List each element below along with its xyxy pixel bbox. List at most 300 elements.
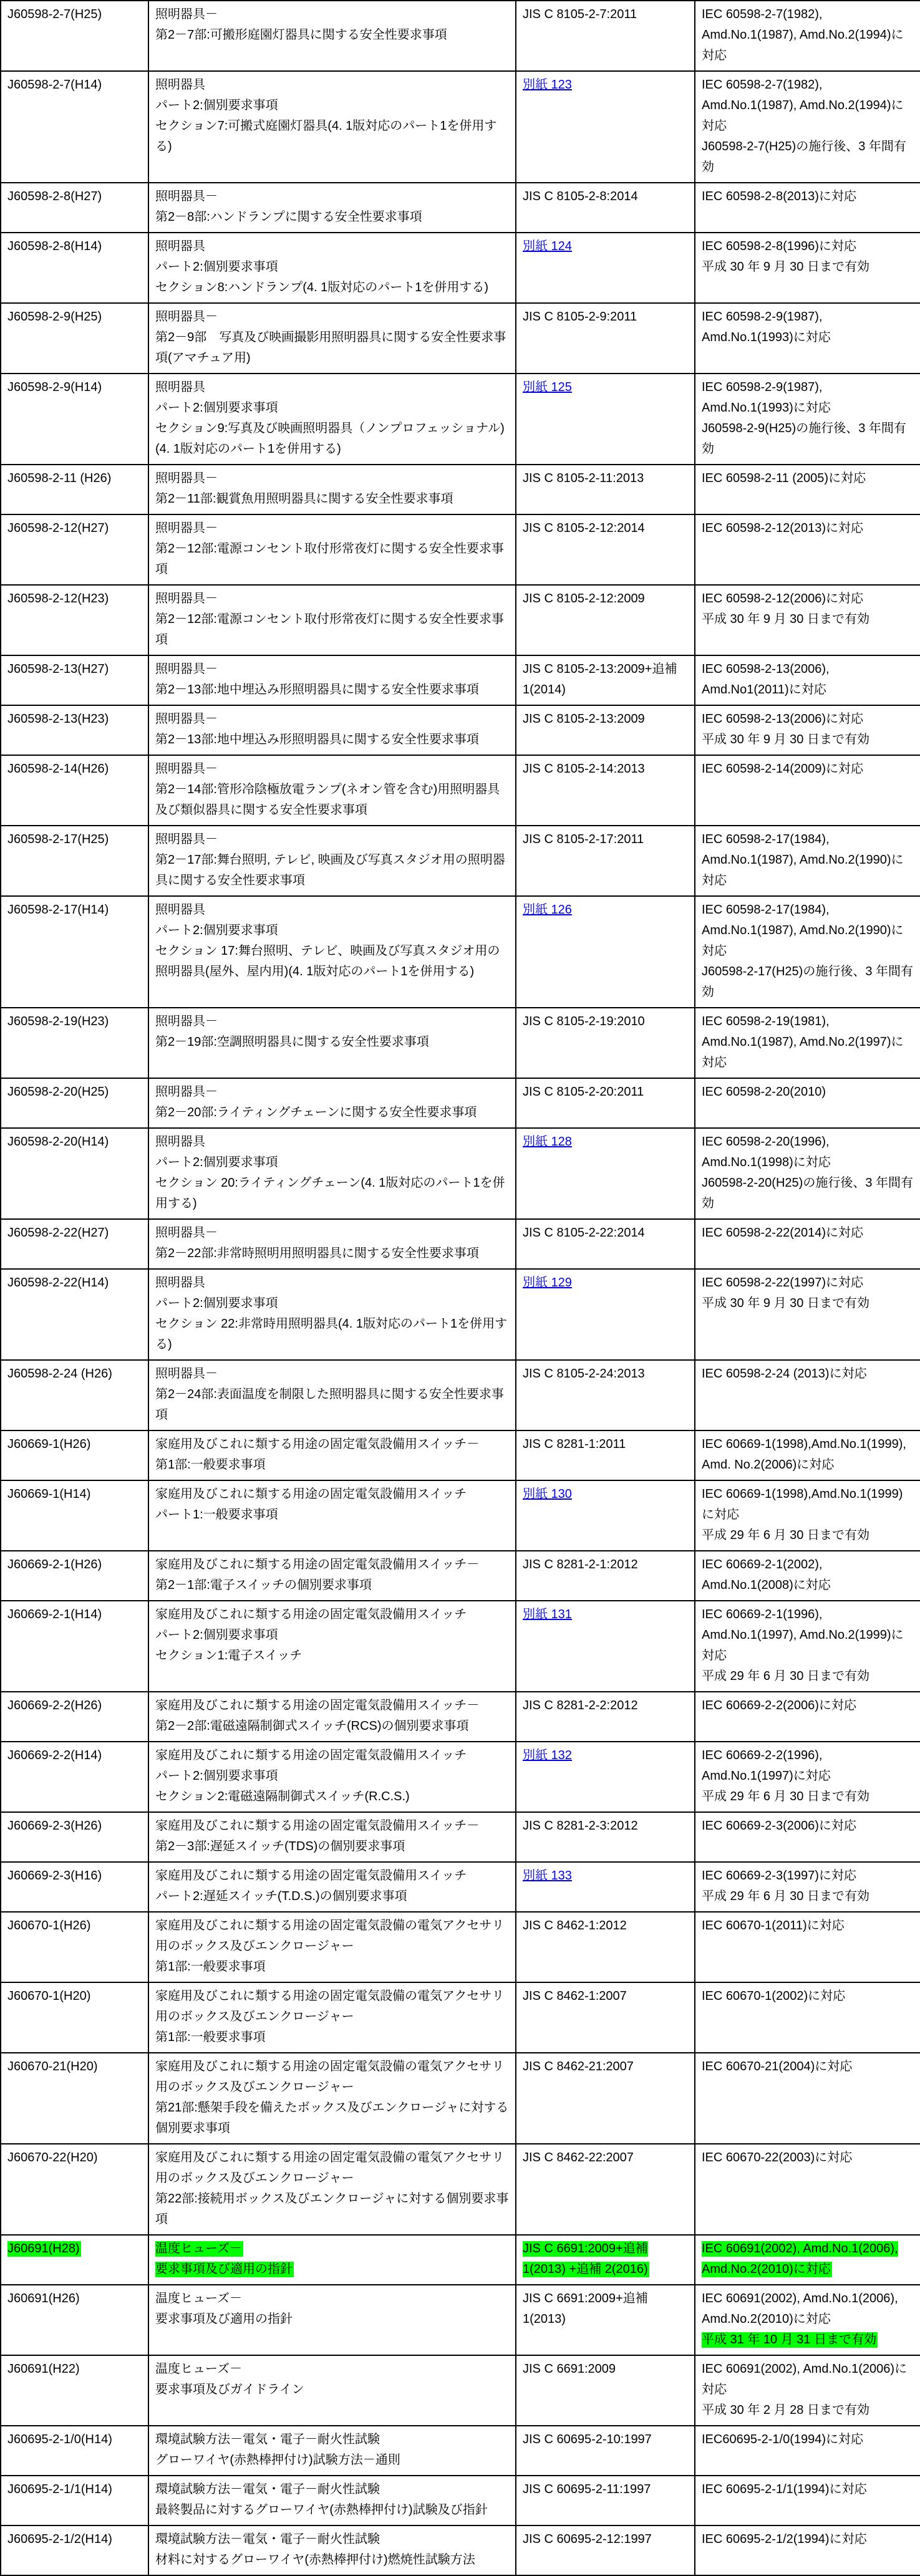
title-line	[155, 277, 509, 298]
iec-text: J60598-2-7(H25)の施行後、3 年間有効	[702, 140, 906, 174]
iec-line	[702, 1364, 914, 1384]
jis-cell	[516, 896, 695, 1008]
table-row-J60598-2-7(H25)	[1, 1, 920, 71]
standard-code: J60669-2-2(H26)	[7, 1699, 102, 1712]
title-line	[155, 1575, 509, 1596]
title-line	[155, 779, 509, 821]
title-text: セクション7:可搬式庭園灯器具(4. 1版対応のパート1を併用する)	[155, 119, 497, 153]
iec-text: IEC 60670-1(2002)に対応	[702, 1989, 846, 2003]
title-text: 照明器具－	[155, 7, 218, 21]
iec-text: IEC 60598-2-24 (2013)に対応	[702, 1367, 867, 1381]
table-row-J60670-1(H20)	[1, 1982, 920, 2053]
code-cell	[1, 1128, 148, 1219]
iec-cell	[695, 2235, 920, 2285]
jis-cell	[516, 2235, 695, 2285]
title-line	[155, 186, 509, 207]
iec-text: IEC 60670-21(2004)に対応	[702, 2060, 853, 2073]
iec-text: 平成 29 年 6 月 30 日まで有効	[702, 1528, 869, 1542]
jis-cell	[516, 465, 695, 514]
title-text	[155, 2241, 243, 2257]
title-line	[155, 75, 509, 95]
title-cell	[148, 1742, 516, 1812]
title-text: 家庭用及びこれに類する用途の固定電気設備用スイッチ	[155, 1749, 467, 1762]
iec-line	[702, 1555, 914, 1596]
title-cell	[148, 303, 516, 374]
title-text: 家庭用及びこれに類する用途の固定電気設備の電気アクセサリ用のボックス及びエンクロージャー	[155, 1989, 505, 2024]
title-line	[155, 1082, 509, 1102]
highlight: 要求事項及び適用の指針	[155, 2262, 293, 2276]
iec-text: IEC 60669-2-3(1997)に対応	[702, 1869, 856, 1883]
standard-code: J60598-2-12(H27)	[7, 521, 109, 535]
title-text: 第22部:接続用ボックス及びエンクロージャに対する個別要求事項	[155, 2192, 509, 2226]
iec-text: IEC 60598-2-22(1997)に対応	[702, 1276, 864, 1290]
title-text: セクション 22:非常時用照明器具(4. 1版対応のパート1を併用する)	[155, 1317, 508, 1351]
title-text: 第1部:一般要求事項	[155, 2030, 266, 2044]
code-cell	[1, 585, 148, 655]
title-text: セクション1:電子スイッチ	[155, 1649, 303, 1662]
iec-line	[702, 468, 914, 489]
standard-code: J60598-2-8(H14)	[7, 239, 102, 253]
title-text: 照明器具	[155, 239, 205, 253]
title-cell	[148, 1360, 516, 1430]
code-cell	[1, 826, 148, 896]
iec-line	[702, 759, 914, 779]
table-row-J60598-2-24 (H26)	[1, 1360, 920, 1430]
iec-line	[702, 75, 914, 137]
title-line	[155, 1102, 509, 1123]
jis-cell	[516, 1862, 695, 1912]
code-cell	[1, 465, 148, 514]
jis-number: JIS C 8105-2-8:2014	[523, 190, 638, 203]
iec-line	[702, 1916, 914, 1936]
title-cell	[148, 2476, 516, 2525]
standard-code: J60695-2-1/0(H14)	[7, 2433, 112, 2446]
iec-line	[702, 900, 914, 962]
iec-text: IEC 60598-2-12(2006)に対応	[702, 592, 864, 605]
title-cell	[148, 1812, 516, 1862]
title-line	[155, 377, 509, 398]
title-text: 家庭用及びこれに類する用途の固定電気設備用スイッチ－	[155, 1558, 480, 1571]
iec-cell	[695, 1128, 920, 1219]
code-cell	[1, 2355, 148, 2426]
iec-text: IEC 60598-2-19(1981), Amd.No.1(1987), Amd.No.2(1997)に対応	[702, 1015, 904, 1069]
title-cell	[148, 2355, 516, 2426]
title-text: パート2:個別要求事項	[155, 1155, 278, 1169]
iec-line	[702, 1082, 914, 1102]
standard-code: J60598-2-7(H14)	[7, 78, 102, 92]
table-row-J60598-2-13(H27)	[1, 655, 920, 705]
iec-cell	[695, 183, 920, 233]
title-line	[155, 589, 509, 609]
title-cell	[148, 374, 516, 465]
iec-cell	[695, 233, 920, 303]
jis-cell	[516, 1, 695, 71]
iec-text: IEC 60669-2-1(1996), Amd.No.1(1997), Amd.No.2(1999)に対応	[702, 1608, 904, 1662]
title-text: 温度ヒューズ－	[155, 2292, 242, 2305]
title-text: パート2:個別要求事項	[155, 924, 278, 937]
iec-line	[702, 829, 914, 891]
table-row-J60598-2-22(H14)	[1, 1269, 920, 1360]
jis-cell	[516, 303, 695, 374]
jis-number	[523, 2241, 649, 2277]
jis-cell	[516, 1812, 695, 1862]
title-line	[155, 95, 509, 116]
table-row-J60669-2-2(H14)	[1, 1742, 920, 1812]
title-text: 照明器具－	[155, 1015, 218, 1028]
iec-line	[702, 1696, 914, 1716]
title-text: 照明器具－	[155, 190, 218, 203]
title-line	[155, 2309, 509, 2330]
jis-cell	[516, 1078, 695, 1128]
iec-text: IEC 60669-2-2(1996), Amd.No.1(1997)に対応	[702, 1749, 831, 1783]
iec-text: IEC 60669-2-2(2006)に対応	[702, 1699, 856, 1712]
jis-cell	[516, 1008, 695, 1078]
iec-text: IEC 60669-2-3(2006)に対応	[702, 1819, 856, 1833]
standard-code: J60598-2-13(H23)	[7, 712, 109, 726]
iec-text: 平成 30 年 9 月 30 日まで有効	[702, 733, 869, 746]
iec-line	[702, 1293, 914, 1314]
title-line	[155, 2500, 509, 2521]
iec-line	[702, 1866, 914, 1886]
jis-cell	[516, 1128, 695, 1219]
title-text: 第2－7部:可搬形庭園灯器具に関する安全性要求事項	[155, 28, 447, 42]
title-text: 第2－8部:ハンドランプに関する安全性要求事項	[155, 210, 422, 224]
iec-cell	[695, 514, 920, 585]
title-line	[155, 1836, 509, 1857]
title-line	[155, 518, 509, 539]
title-line	[155, 1152, 509, 1173]
title-line	[155, 2057, 509, 2098]
title-cell	[148, 705, 516, 755]
code-cell	[1, 1862, 148, 1912]
iec-text: IEC 60598-2-8(1996)に対応	[702, 239, 856, 253]
table-row-J60598-2-17(H25)	[1, 826, 920, 896]
title-line	[155, 2479, 509, 2500]
jis-number: JIS C 60695-2-10:1997	[523, 2433, 652, 2446]
table-row-J60691(H22)	[1, 2355, 920, 2426]
title-line	[155, 900, 509, 920]
jis-cell	[516, 755, 695, 826]
title-text: 照明器具－	[155, 1367, 218, 1381]
table-row-J60598-2-20(H25)	[1, 1078, 920, 1128]
iec-cell	[695, 1692, 920, 1742]
jis-cell	[516, 183, 695, 233]
jis-cell	[516, 2525, 695, 2575]
title-line	[155, 2450, 509, 2471]
title-cell	[148, 1430, 516, 1480]
table-row-J60598-2-19(H23)	[1, 1008, 920, 1078]
jis-number: JIS C 8462-21:2007	[523, 2060, 634, 2073]
title-text: 第2－2部:電磁遠隔制御式スイッチ(RCS)の個別要求事項	[155, 1719, 469, 1733]
title-cell	[148, 655, 516, 705]
iec-line	[702, 2529, 914, 2550]
bessi-attachment-link[interactable]: 別紙 123	[523, 78, 572, 92]
iec-line	[702, 2330, 914, 2350]
title-line	[155, 4, 509, 25]
iec-line	[702, 1484, 914, 1525]
title-line	[155, 1886, 509, 1907]
bessi-attachment-link[interactable]: 別紙 126	[523, 903, 572, 917]
bessi-attachment-link[interactable]: 別紙 125	[523, 380, 572, 394]
title-line	[155, 2550, 509, 2570]
code-cell	[1, 1360, 148, 1430]
title-text: 照明器具－	[155, 521, 218, 535]
iec-text: IEC 60598-2-20(2010)	[702, 1085, 826, 1099]
iec-cell	[695, 1219, 920, 1269]
title-line	[155, 920, 509, 941]
title-text: 第2－13部:地中埋込み形照明器具に関する安全性要求事項	[155, 683, 479, 697]
title-line	[155, 759, 509, 779]
jis-cell	[516, 826, 695, 896]
iec-line	[702, 1132, 914, 1173]
iec-text: 平成 30 年 9 月 30 日まで有効	[702, 612, 869, 626]
standard-code: J60598-2-14(H26)	[7, 762, 109, 776]
title-cell	[148, 71, 516, 183]
title-text: 照明器具－	[155, 762, 218, 776]
title-text: 第21部:懸架手段を備えたボックス及びエンクロージャに対する個別要求事項	[155, 2101, 509, 2135]
title-text: 家庭用及びこれに類する用途の固定電気設備用スイッチ	[155, 1869, 467, 1883]
title-line	[155, 2359, 509, 2380]
highlight: 平成 31 年 10 月 31 日まで有効	[702, 2333, 877, 2347]
title-text: 照明器具－	[155, 1085, 218, 1099]
bessi-attachment-link[interactable]: 別紙 124	[523, 239, 572, 253]
iec-cell	[695, 2144, 920, 2235]
iec-text: IEC 60598-2-17(1984), Amd.No.1(1987), Amd.No.2(1990)に対応	[702, 903, 904, 958]
standard-code: J60598-2-8(H27)	[7, 190, 102, 203]
standard-code: J60598-2-22(H27)	[7, 1226, 109, 1240]
title-text: セクション2:電磁遠隔制御式スイッチ(R.C.S.)	[155, 1790, 410, 1803]
code-cell	[1, 2144, 148, 2235]
code-cell	[1, 374, 148, 465]
iec-line	[702, 2429, 914, 2450]
title-text: セクション8:ハンドランプ(4. 1版対応のパート1を併用する)	[155, 281, 489, 294]
title-cell	[148, 2144, 516, 2235]
title-text: 第2－3部:遅延スイッチ(TDS)の個別要求事項	[155, 1840, 405, 1853]
title-text: 照明器具－	[155, 1226, 218, 1240]
highlight: 温度ヒューズ－	[155, 2242, 242, 2255]
iec-text: J60598-2-17(H25)の施行後、3 年間有効	[702, 965, 913, 999]
jis-number: JIS C 60695-2-12:1997	[523, 2532, 652, 2546]
title-text: 家庭用及びこれに類する用途の固定電気設備用スイッチ－	[155, 1819, 480, 1833]
iec-cell	[695, 2476, 920, 2525]
standard-code: J60598-2-11 (H26)	[7, 471, 112, 485]
standard-code: J60598-2-19(H23)	[7, 1015, 109, 1028]
code-cell	[1, 1601, 148, 1692]
jis-cell	[516, 1601, 695, 1692]
jis-number: JIS C 8105-2-13:2009+追補 1(2014)	[523, 662, 677, 697]
iec-text: IEC 60598-2-7(1982), Amd.No.1(1987), Amd.No.2(1994)に対応	[702, 78, 904, 133]
title-text: 材料に対するグローワイヤ(赤熱棒押付け)燃焼性試験方法	[155, 2553, 475, 2567]
iec-line	[702, 1816, 914, 1836]
jis-cell	[516, 1269, 695, 1360]
bessi-attachment-link[interactable]: 別紙 129	[523, 1276, 572, 1290]
jis-cell	[516, 233, 695, 303]
iec-cell	[695, 1430, 920, 1480]
table-row-J60669-2-3(H26)	[1, 1812, 920, 1862]
title-text: 第2－14部:管形冷陰極放電ランプ(ネオン管を含む)用照明器具及び類似器具に関する安全性要求事項	[155, 783, 500, 817]
title-text: 第2－22部:非常時照明用照明器具に関する安全性要求事項	[155, 1247, 479, 1260]
title-line	[155, 398, 509, 418]
iec-line	[702, 307, 914, 348]
title-line	[155, 829, 509, 850]
iec-cell	[695, 1, 920, 71]
iec-text	[702, 2241, 898, 2277]
iec-line	[702, 659, 914, 700]
title-line	[155, 25, 509, 46]
title-cell	[148, 2053, 516, 2144]
title-text: 第1部:一般要求事項	[155, 1960, 266, 1974]
jis-number: JIS C 6691:2009	[523, 2362, 616, 2376]
title-cell	[148, 1601, 516, 1692]
title-text: 照明器具－	[155, 592, 218, 605]
bessi-attachment-link[interactable]: 別紙 132	[523, 1749, 572, 1762]
title-cell	[148, 1219, 516, 1269]
standard-code	[7, 2241, 81, 2257]
title-text: 環境試験方法－電気・電子－耐火性試験	[155, 2532, 380, 2546]
standard-code: J60598-2-22(H14)	[7, 1276, 109, 1290]
code-cell	[1, 1692, 148, 1742]
title-cell	[148, 465, 516, 514]
iec-text: IEC 60598-2-9(1987), Amd.No.1(1993)に対応	[702, 310, 831, 344]
bessi-attachment-link[interactable]: 別紙 128	[523, 1135, 572, 1149]
title-text: 要求事項及びガイドライン	[155, 2383, 304, 2396]
code-cell	[1, 1551, 148, 1601]
standards-table-body	[1, 1, 920, 2575]
iec-line	[702, 1787, 914, 1807]
title-line	[155, 116, 509, 157]
title-text: 第2－1部:電子スイッチの個別要求事項	[155, 1578, 372, 1592]
iec-text: 平成 29 年 6 月 30 日まで有効	[702, 1889, 869, 1903]
code-cell	[1, 1742, 148, 1812]
code-cell	[1, 2053, 148, 2144]
iec-line	[702, 2148, 914, 2168]
standard-code: J60695-2-1/2(H14)	[7, 2532, 112, 2546]
title-line	[155, 1646, 509, 1666]
title-text: パート2:個別要求事項	[155, 401, 278, 415]
table-row-J60598-2-12(H23)	[1, 585, 920, 655]
iec-text: IEC 60598-2-12(2013)に対応	[702, 521, 864, 535]
iec-text: IEC 60598-2-20(1996), Amd.No.1(1998)に対応	[702, 1135, 831, 1169]
iec-cell	[695, 374, 920, 465]
jis-number: JIS C 8281-1:2011	[523, 1437, 626, 1451]
iec-line	[702, 609, 914, 630]
iec-text: IEC 60598-2-8(2013)に対応	[702, 190, 856, 203]
title-cell	[148, 826, 516, 896]
jis-cell	[516, 1912, 695, 1982]
title-line	[155, 941, 509, 982]
title-line	[155, 1484, 509, 1505]
table-row-J60695-2-1/2(H14)	[1, 2525, 920, 2575]
table-row-J60598-2-14(H26)	[1, 755, 920, 826]
iec-cell	[695, 1480, 920, 1551]
title-text: 照明器具	[155, 380, 205, 394]
iec-cell	[695, 1742, 920, 1812]
iec-cell	[695, 896, 920, 1008]
highlight: JIS C 6691:2009+追補 1(2013) +追補 2(2016)	[523, 2242, 648, 2276]
iec-text: J60598-2-20(H25)の施行後、3 年間有効	[702, 1176, 913, 1210]
jis-number: JIS C 8462-1:2012	[523, 1919, 627, 1932]
standard-code: J60670-1(H20)	[7, 1989, 91, 2003]
title-cell	[148, 2525, 516, 2575]
code-cell	[1, 1480, 148, 1551]
title-line	[155, 1455, 509, 1475]
iec-cell	[695, 1269, 920, 1360]
iec-text: IEC60695-2-1/0(1994)に対応	[702, 2433, 864, 2446]
title-text: 第2－9部 写真及び映画撮影用照明器具に関する安全性要求事項(アマチュア用)	[155, 330, 506, 365]
title-cell	[148, 1128, 516, 1219]
title-text: 第2－12部:電源コンセント取付形常夜灯に関する安全性要求事項	[155, 612, 504, 647]
iec-line	[702, 1745, 914, 1787]
iec-line	[702, 1525, 914, 1546]
jis-cell	[516, 1692, 695, 1742]
iec-line	[702, 518, 914, 539]
iec-line	[702, 2289, 914, 2330]
iec-text: 平成 30 年 9 月 30 日まで有効	[702, 260, 869, 274]
jis-number: JIS C 8105-2-12:2014	[523, 521, 645, 535]
iec-cell	[695, 1812, 920, 1862]
jis-number: JIS C 8462-22:2007	[523, 2151, 634, 2164]
title-cell	[148, 183, 516, 233]
iec-text: J60598-2-9(H25)の施行後、3 年間有効	[702, 422, 906, 456]
title-line	[155, 850, 509, 891]
title-cell	[148, 233, 516, 303]
code-cell	[1, 896, 148, 1008]
table-row-J60670-1(H26)	[1, 1912, 920, 1982]
table-row-J60669-2-2(H26)	[1, 1692, 920, 1742]
iec-text: IEC 60691(2002), Amd.No.1(2006)に対応	[702, 2362, 908, 2396]
jis-number: JIS C 8105-2-17:2011	[523, 832, 644, 846]
standard-code: J60669-2-3(H16)	[7, 1869, 102, 1883]
iec-text: IEC 60598-2-9(1987), Amd.No.1(1993)に対応	[702, 380, 831, 415]
title-cell	[148, 585, 516, 655]
title-line	[155, 1293, 509, 1314]
iec-text: IEC 60598-2-17(1984), Amd.No.1(1987), Amd.No.2(1990)に対応	[702, 832, 904, 887]
title-line	[155, 2429, 509, 2450]
iec-line	[702, 377, 914, 418]
standard-code: J60669-2-1(H26)	[7, 1558, 102, 1571]
standard-code: J60598-2-20(H25)	[7, 1085, 109, 1099]
title-text: 家庭用及びこれに類する用途の固定電気設備用スイッチ	[155, 1608, 467, 1621]
title-text: パート2:個別要求事項	[155, 99, 278, 112]
standard-code: J60670-1(H26)	[7, 1919, 91, 1932]
iec-cell	[695, 1360, 920, 1430]
iec-line	[702, 4, 914, 66]
title-text: 照明器具－	[155, 662, 218, 676]
iec-cell	[695, 2285, 920, 2355]
title-line	[155, 1787, 509, 1807]
jis-cell	[516, 1551, 695, 1601]
iec-line	[702, 1223, 914, 1243]
bessi-attachment-link[interactable]: 別紙 130	[523, 1487, 572, 1501]
table-row-J60598-2-20(H14)	[1, 1128, 920, 1219]
jis-number: JIS C 8105-2-12:2009	[523, 592, 645, 605]
title-line	[155, 1273, 509, 1293]
iec-line	[702, 962, 914, 1003]
title-line	[155, 2098, 509, 2139]
iec-line	[702, 1886, 914, 1907]
title-text: 環境試験方法－電気・電子－耐火性試験	[155, 2482, 380, 2496]
table-row-J60598-2-9(H14)	[1, 374, 920, 465]
jis-cell	[516, 2144, 695, 2235]
bessi-attachment-link[interactable]: 別紙 133	[523, 1869, 572, 1883]
title-line	[155, 1986, 509, 2027]
jis-number: JIS C 8105-2-11:2013	[523, 471, 644, 485]
standard-code: J60598-2-17(H25)	[7, 832, 109, 846]
title-cell	[148, 1692, 516, 1742]
bessi-attachment-link[interactable]: 別紙 131	[523, 1608, 572, 1621]
title-line	[155, 1223, 509, 1243]
title-text: 第2－20部:ライティングチェーンに関する安全性要求事項	[155, 1106, 477, 1119]
